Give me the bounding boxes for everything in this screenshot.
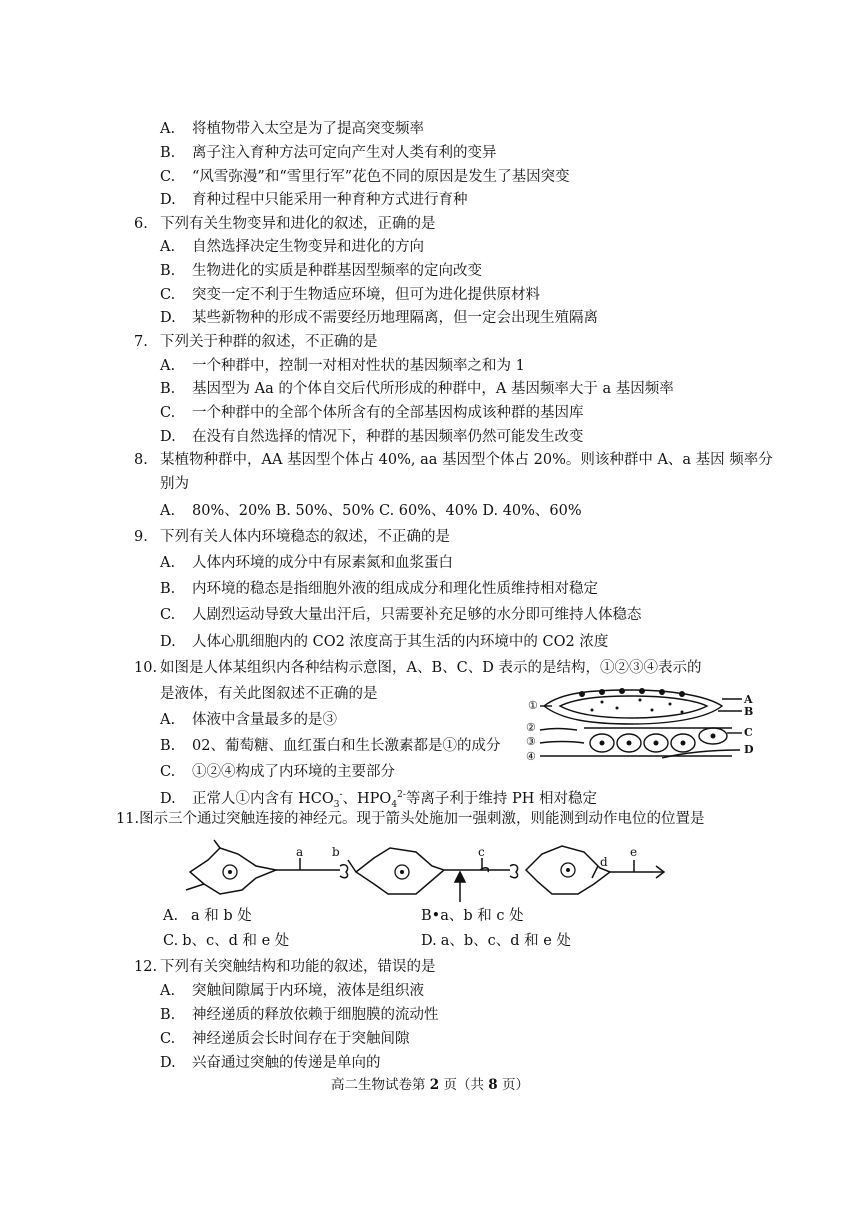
dendrite bbox=[348, 860, 356, 872]
option-label: A. bbox=[160, 983, 176, 999]
lymphatic-vessel bbox=[662, 750, 740, 758]
option-label: A. bbox=[160, 712, 176, 728]
q7-option-a bbox=[160, 357, 525, 375]
option-text: 人体心肌细胞内的 CO2 浓度高于其生活的内环境中的 CO2 浓度 bbox=[192, 634, 609, 650]
q8-options bbox=[160, 502, 582, 520]
q6-stem bbox=[134, 215, 436, 233]
option-label: B. bbox=[160, 581, 176, 597]
question-number: 10. bbox=[134, 660, 158, 676]
superscript: 2- bbox=[397, 790, 406, 801]
q7-option-b bbox=[160, 380, 674, 398]
q12-option-a bbox=[160, 982, 424, 1000]
option-text: 突触间隙属于内环境，液体是组织液 bbox=[192, 983, 424, 999]
option-text: 某些新物种的形成不需要经历地理隔离，但一定会出现生殖隔离 bbox=[192, 310, 598, 326]
subscript: 4 bbox=[391, 799, 398, 810]
option-label: D. bbox=[160, 791, 176, 807]
q7-option-c bbox=[160, 404, 584, 422]
option-label: C. bbox=[160, 1031, 176, 1047]
q12-option-d bbox=[160, 1054, 381, 1072]
diagram-label-4: ④ bbox=[526, 750, 536, 763]
q9-option-b bbox=[160, 580, 598, 598]
option-text: 体液中含量最多的是③ bbox=[192, 712, 337, 728]
option-label: D. bbox=[160, 1055, 176, 1071]
option-text: 自然选择决定生物变异和进化的方向 bbox=[192, 239, 424, 255]
q10-option-b bbox=[160, 737, 500, 755]
q12-option-c bbox=[160, 1030, 410, 1048]
q6-option-b bbox=[160, 262, 482, 280]
point-d-label: d bbox=[600, 855, 608, 869]
q7-stem bbox=[134, 333, 378, 351]
option-text: 突变一定不利于生物适应环境，但可为进化提供原材料 bbox=[192, 287, 540, 303]
q11-option-b bbox=[421, 907, 524, 925]
option-label: C. bbox=[160, 169, 176, 185]
stimulus-arrow bbox=[455, 872, 465, 902]
neuron-chain-diagram bbox=[180, 838, 670, 906]
question-number: 6. bbox=[134, 216, 148, 232]
synapse-1 bbox=[340, 865, 348, 878]
total-pages: 8 bbox=[488, 1077, 498, 1093]
q6-option-a bbox=[160, 238, 424, 256]
option-label: B. bbox=[160, 263, 176, 279]
option-label: B. bbox=[160, 145, 176, 161]
q10-stem-continued bbox=[160, 685, 378, 703]
option-label: C. bbox=[163, 933, 179, 949]
q9-option-c bbox=[160, 606, 642, 624]
option-text: a 和 b 处 bbox=[191, 908, 252, 924]
q6-option-c bbox=[160, 286, 540, 304]
q8-stem bbox=[134, 451, 773, 469]
option-text: a、b、c、d 和 e 处 bbox=[440, 933, 571, 949]
option-label: A. bbox=[160, 358, 176, 374]
option-text: 人体内环境的成分中有尿素氮和血浆蛋白 bbox=[192, 555, 453, 571]
q6-option-d bbox=[160, 309, 598, 327]
option-label: D. bbox=[421, 933, 437, 949]
option-text: ①②④构成了内环境的主要部分 bbox=[192, 764, 395, 780]
q12-option-b bbox=[160, 1006, 439, 1024]
option-label: D. bbox=[160, 310, 176, 326]
option-label: A. bbox=[160, 503, 176, 519]
question-number: 7. bbox=[134, 334, 148, 350]
q8-stem-continued bbox=[160, 475, 189, 493]
option-text: 在没有自然选择的情况下，种群的基因频率仍然可能发生改变 bbox=[192, 429, 584, 445]
tissue-structure-diagram bbox=[522, 688, 772, 768]
dendrite bbox=[214, 840, 220, 848]
point-a-label: a bbox=[296, 845, 304, 859]
q10-option-a bbox=[160, 711, 337, 729]
option-label: B• bbox=[421, 908, 441, 924]
synapse-3 bbox=[510, 865, 518, 878]
cell-row-bottom bbox=[540, 742, 732, 757]
diagram-label-d: D bbox=[744, 743, 754, 756]
question-stem: 如图是人体某组织内各种结构示意图，A、B、C、D 表示的是结构，①②③④表示的 bbox=[160, 660, 702, 676]
option-text: 80%、20% B. 50%、50% C. 60%、40% D. 40%、60% bbox=[192, 503, 582, 519]
question-stem-continued: 别为 bbox=[160, 476, 189, 492]
option-text: 一个种群中的全部个体所含有的全部基因构成该种群的基因库 bbox=[192, 405, 584, 421]
option-text: 离子注入育种方法可定向产生对人类有利的变异 bbox=[192, 145, 497, 161]
option-text: 育种过程中只能采用一种育种方式进行育种 bbox=[192, 192, 468, 208]
q11-stem bbox=[116, 810, 705, 828]
option-text: 兴奋通过突触的传递是单向的 bbox=[192, 1055, 381, 1071]
option-label: A. bbox=[160, 239, 176, 255]
option-label: B. bbox=[160, 738, 176, 754]
option-label: C. bbox=[160, 287, 176, 303]
capillary-lumen bbox=[560, 696, 707, 718]
diagram-label-c: C bbox=[744, 726, 753, 739]
q7-option-d bbox=[160, 428, 584, 446]
option-label: D. bbox=[160, 429, 176, 445]
q9-stem bbox=[134, 528, 450, 546]
q10-option-d bbox=[160, 790, 597, 808]
q5-option-d bbox=[160, 191, 468, 209]
q10-option-c bbox=[160, 763, 395, 781]
option-text: a、b 和 c 处 bbox=[440, 908, 524, 924]
option-label: A. bbox=[163, 908, 179, 924]
point-c-label: c bbox=[478, 845, 485, 859]
page-number: 2 bbox=[429, 1077, 440, 1093]
option-text: 人剧烈运动导致大量出汗后，只需要补充足够的水分即可维持人体稳态 bbox=[192, 607, 642, 623]
option-text: “风雪弥漫”和“雪里行军”花色不同的原因是发生了基因突变 bbox=[192, 169, 570, 185]
option-text: 内环境的稳态是指细胞外液的组成成分和理化性质维持相对稳定 bbox=[192, 581, 598, 597]
q11-option-d bbox=[421, 932, 571, 950]
q12-stem bbox=[134, 958, 436, 976]
question-stem: 下列关于种群的叙述，不正确的是 bbox=[160, 334, 378, 350]
q9-option-d bbox=[160, 633, 608, 651]
option-text: 正常人①内含有 HCO bbox=[192, 791, 334, 807]
subscript: 3 bbox=[333, 799, 340, 810]
q5-option-c bbox=[160, 168, 570, 186]
option-label: D. bbox=[160, 634, 176, 650]
option-label: A. bbox=[160, 555, 176, 571]
option-text: 神经递质的释放依赖于细胞膜的流动性 bbox=[192, 1007, 439, 1023]
option-label: C. bbox=[160, 607, 176, 623]
q5-option-a bbox=[160, 120, 424, 138]
footer-text: 页） bbox=[497, 1077, 529, 1093]
q10-stem bbox=[134, 659, 701, 677]
option-label: A. bbox=[160, 121, 176, 137]
diagram-label-3: ③ bbox=[526, 735, 536, 748]
option-label: B. bbox=[160, 381, 176, 397]
capillary-wall bbox=[544, 690, 722, 724]
footer-text: 高二生物试卷第 bbox=[331, 1077, 430, 1093]
question-stem: 图示三个通过突触连接的神经元。现于箭头处施加一强刺激，则能测到动作电位的位置是 bbox=[139, 811, 705, 827]
neuron-2-body bbox=[356, 848, 444, 894]
question-number: 12. bbox=[134, 959, 158, 975]
question-number: 11. bbox=[116, 811, 140, 827]
option-text: 02、葡萄糖、血红蛋白和生长激素都是①的成分 bbox=[192, 738, 501, 754]
footer-text: 页（共 bbox=[439, 1077, 489, 1093]
question-stem: 下列有关生物变异和进化的叙述，正确的是 bbox=[160, 216, 436, 232]
option-label: B. bbox=[160, 1007, 176, 1023]
question-number: 8. bbox=[134, 452, 148, 468]
neuron-1-body bbox=[190, 848, 276, 894]
question-stem-continued: 是液体，有关此图叙述不正确的是 bbox=[160, 686, 378, 702]
question-stem: 下列有关人体内环境稳态的叙述，不正确的是 bbox=[160, 529, 450, 545]
dendrite bbox=[186, 884, 204, 890]
question-stem: 下列有关突触结构和功能的叙述，错误的是 bbox=[160, 959, 436, 975]
electrode-d bbox=[592, 866, 598, 878]
option-label: C. bbox=[160, 764, 176, 780]
option-text: 生物进化的实质是种群基因型频率的定向改变 bbox=[192, 263, 482, 279]
q11-option-c bbox=[163, 932, 289, 950]
question-stem: 某植物种群中，AA 基因型个体占 40%, aa 基因型个体占 20%。则该种群中 A、a 基因 频率分 bbox=[160, 452, 773, 468]
option-text: b、c、d 和 e 处 bbox=[182, 933, 290, 949]
q5-option-b bbox=[160, 144, 497, 162]
option-text: 、HPO bbox=[342, 791, 392, 807]
option-text: 基因型为 Aa 的个体自交后代所形成的种群中，A 基因频率大于 a 基因频率 bbox=[192, 381, 674, 397]
page-footer bbox=[0, 1073, 860, 1093]
option-label: D. bbox=[160, 192, 176, 208]
diagram-label-2: ② bbox=[526, 721, 536, 734]
option-text: 等离子利于维持 PH 相对稳定 bbox=[405, 791, 597, 807]
q9-option-a bbox=[160, 554, 453, 572]
q11-option-a bbox=[163, 907, 252, 925]
option-text: 神经递质会长时间存在于突触间隙 bbox=[192, 1031, 410, 1047]
superscript: - bbox=[339, 790, 343, 801]
point-e-label: e bbox=[630, 845, 638, 859]
point-b-label: b bbox=[332, 845, 340, 859]
diagram-label-1: ① bbox=[528, 699, 538, 712]
option-label: C. bbox=[160, 405, 176, 421]
option-text: 一个种群中，控制一对相对性状的基因频率之和为 1 bbox=[192, 358, 525, 374]
diagram-label-b: B bbox=[744, 705, 754, 718]
option-text: 将植物带入太空是为了提高突变频率 bbox=[192, 121, 424, 137]
question-number: 9. bbox=[134, 529, 148, 545]
diagram-label-a: A bbox=[744, 693, 753, 706]
